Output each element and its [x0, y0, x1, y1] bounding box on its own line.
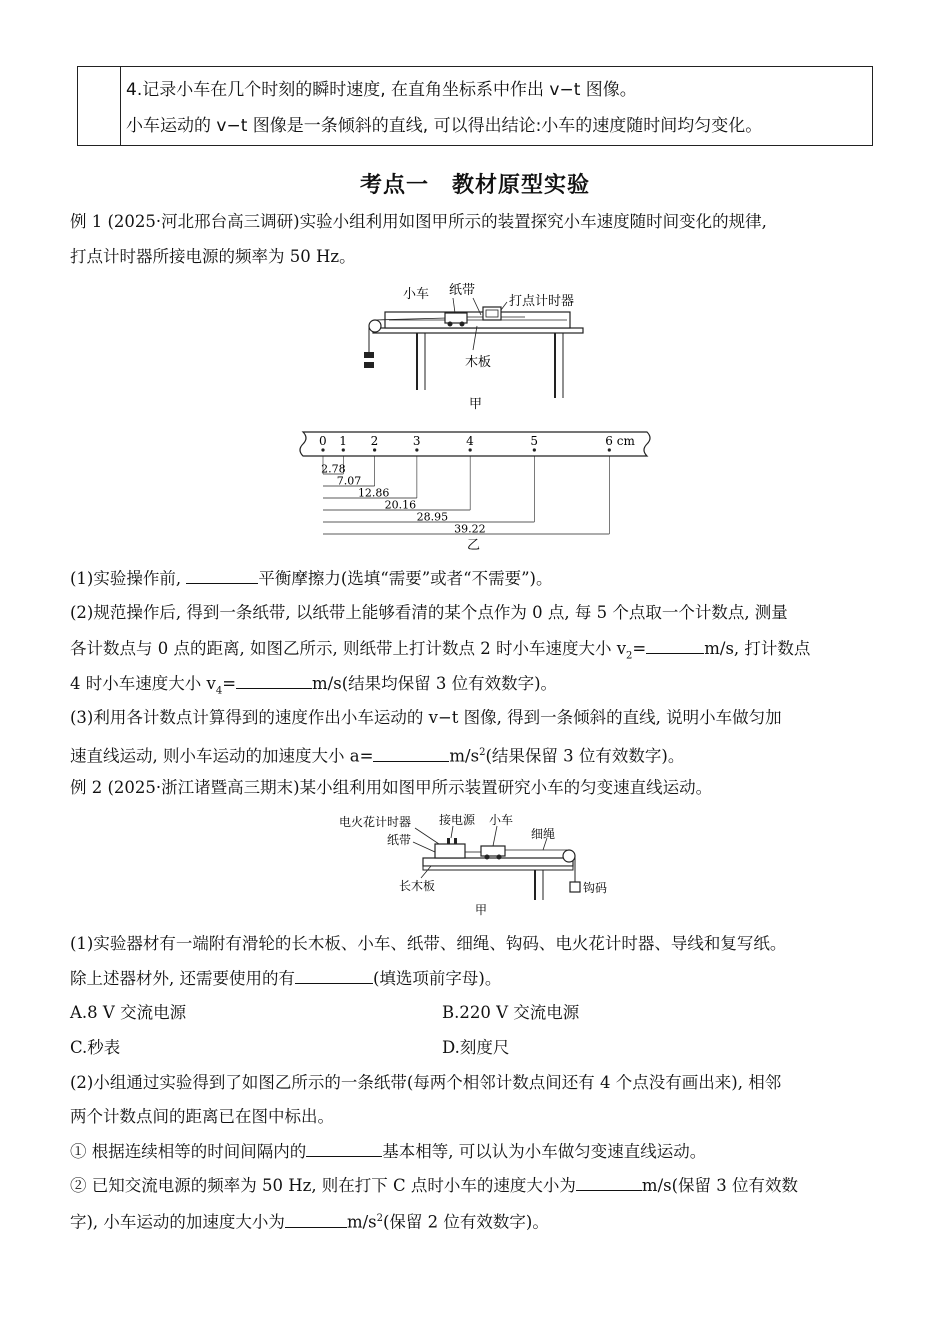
ex2-apparatus-figure [335, 808, 625, 920]
tape-tick-label-3: 3 [412, 434, 421, 448]
label-board: 木板 [465, 355, 492, 370]
ex2-q2-step1: ① 根据连续相等的时间间隔内的 基本相等, 可以认为小车做匀变速直线运动。 [70, 1142, 707, 1161]
tape-tick-label-1: 1 [339, 434, 347, 448]
tape-point-3 [415, 448, 418, 451]
tape-tick-label-0: 0 [319, 434, 327, 448]
dimension-label-6: 39.22 [454, 522, 486, 536]
label-spark-timer: 电火花计时器 [339, 815, 412, 829]
answer-blank-vc[interactable] [576, 1175, 642, 1191]
ex1-apparatus-figure [355, 280, 595, 415]
label-car-2: 小车 [489, 813, 514, 827]
ex1-q1: (1)实验操作前, 平衡摩擦力(选填“需要”或者“不需要”)。 [70, 569, 553, 588]
section-title: 考点一 教材原型实验 [359, 172, 590, 198]
label-tape-2: 纸带 [387, 833, 412, 847]
label-weight: 钩码 [583, 881, 608, 895]
tape-point-4 [469, 448, 472, 451]
ex2-q2-step3: 字), 小车运动的加速度大小为 $m/s^2$(保留 2 位有效数字)。 [70, 1212, 549, 1232]
table-row-1: 4.记录小车在几个时刻的瞬时速度, 在直角坐标系中作出 v−t 图像。 [126, 80, 637, 100]
answer-blank-v2[interactable] [646, 638, 704, 654]
ex2-line1: 例 2 (2025·浙江诸暨高三期末)某小组利用如图甲所示装置研究小车的匀变速直线运动。 [70, 778, 713, 797]
table-row-2: 小车运动的 v−t 图像是一条倾斜的直线, 可以得出结论:小车的速度随时间均匀变化。 [126, 116, 763, 136]
tape-tick-label-2: 2 [370, 434, 379, 448]
option-b[interactable]: B.220 V 交流电源 [442, 1003, 580, 1022]
option-c[interactable]: C.秒表 [70, 1038, 121, 1057]
label-car: 小车 [403, 287, 430, 302]
tape-point-0 [321, 448, 324, 451]
dimension-label-3: 12.86 [357, 486, 390, 500]
ex1-q2-line1: (2)规范操作后, 得到一条纸带, 以纸带上能够看清的某个点作为 0 点, 每 5 个点取一个计数点, 测量 [70, 603, 788, 622]
tape-point-1 [342, 448, 345, 451]
paper-tape [300, 432, 650, 456]
dimension-label-1: 2.78 [321, 462, 346, 476]
answer-blank-interval[interactable] [306, 1141, 382, 1157]
ex2-q2-line1: (2)小组通过实验得到了如图乙所示的一条纸带(每两个相邻计数点间还有 4 个点没有画出来), 相邻 [70, 1073, 782, 1092]
ex2-q1-line2: 除上述器材外, 还需要使用的有 (填选项前字母)。 [70, 969, 502, 988]
label-power: 接电源 [439, 813, 476, 827]
ex1-tape-figure [295, 428, 655, 553]
ex1-line2: 打点计时器所接电源的频率为 50 Hz。 [70, 247, 356, 266]
dimension-label-4: 20.16 [384, 498, 417, 512]
tape-tick-label-6: 6 cm [605, 434, 635, 448]
answer-blank-equipment[interactable] [295, 968, 373, 984]
ex2-q2-step2: ② 已知交流电源的频率为 50 Hz, 则在打下 C 点时小车的速度大小为 m/s(保留 3 位有效数 [70, 1176, 799, 1195]
ex1-q2-line3: 4 时小车速度大小 $v_4= m/s$(结果均保留 3 位有效数字)。 [70, 674, 558, 697]
figure-caption-jia: 甲 [469, 397, 483, 412]
ex2-q2-line2: 两个计数点间的距离已在图中标出。 [70, 1107, 334, 1126]
label-timer: 打点计时器 [509, 294, 575, 309]
answer-blank-a[interactable] [373, 746, 449, 762]
label-tape: 纸带 [449, 283, 476, 298]
figure-caption-yi: 乙 [467, 538, 481, 553]
label-rope: 细绳 [531, 827, 556, 841]
dimension-label-2: 7.07 [336, 474, 362, 488]
dimension-label-5: 28.95 [416, 510, 449, 524]
method-table [77, 66, 873, 146]
tape-tick-label-5: 5 [530, 434, 538, 448]
tape-point-5 [533, 448, 536, 451]
ex1-q3-line2: 速直线运动, 则小车运动的加速度大小 $a= m/s^2$(结果保留 3 位有效数字)。 [70, 746, 685, 766]
figure-caption-jia-2: 甲 [475, 903, 488, 917]
label-long-board: 长木板 [399, 879, 436, 893]
tape-point-6 [608, 448, 611, 451]
table-divider [120, 67, 121, 145]
answer-blank-a2[interactable] [285, 1212, 347, 1228]
ex2-q1-line1: (1)实验器材有一端附有滑轮的长木板、小车、纸带、细绳、钩码、电火花计时器、导线和复写纸。 [70, 934, 787, 953]
answer-blank-v4[interactable] [236, 673, 312, 689]
ex1-line1: 例 1 (2025·河北邢台高三调研)实验小组利用如图甲所示的装置探究小车速度随时间变化的规律, [70, 212, 767, 231]
answer-blank-1[interactable] [186, 568, 258, 584]
ex1-q3-line1: (3)利用各计数点计算得到的速度作出小车运动的 v−t 图像, 得到一条倾斜的直线, 说明小车做匀加 [70, 708, 782, 727]
ex1-q2-line2: 各计数点与 0 点的距离, 如图乙所示, 则纸带上打计数点 2 时小车速度大小 $v_2= m/s$, 打计数点 [70, 639, 811, 662]
option-d[interactable]: D.刻度尺 [442, 1038, 510, 1057]
tape-point-2 [373, 448, 376, 451]
tape-tick-label-4: 4 [466, 434, 474, 448]
option-a[interactable]: A.8 V 交流电源 [70, 1003, 187, 1022]
